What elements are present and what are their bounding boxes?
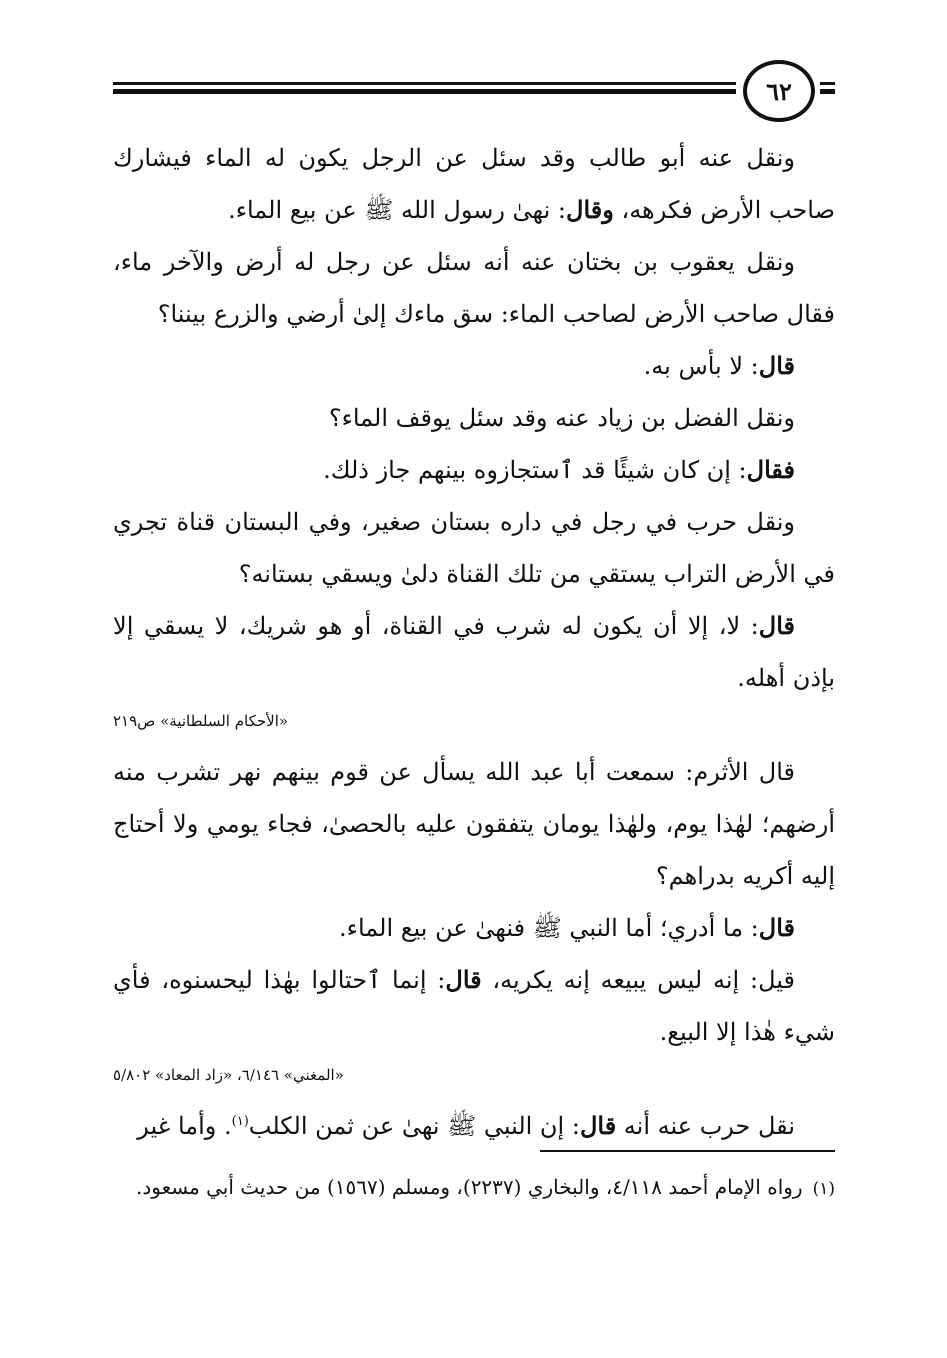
- paragraph: فقال: إن كان شيئًا قد ٱستجازوه بينهم جاز ذلك.: [323, 455, 795, 484]
- footnote-marker: (١): [812, 1179, 835, 1199]
- header-rule-thin: [113, 82, 835, 85]
- header-rule: [113, 80, 835, 98]
- footnote-text: رواه الإمام أحمد ٤/١١٨، والبخاري (٢٢٣٧)، ومسلم (١٥٦٧) من حديث أبي مسعود.: [135, 1175, 803, 1199]
- bold-term: قال: [758, 351, 795, 380]
- paragraph: قال: لا، إلا أن يكون له شرب في القناة، أو هو شريك، لا يسقي إلا بإذن أهله.: [113, 611, 835, 692]
- paragraph: قال الأثرم: سمعت أبا عبد الله يسأل عن قوم بينهم نهر تشرب منه أرضهم؛ لهٰذا يوم، ولهٰذا يومان يتفقون عليه بالحصىٰ، فجاء يومي ولا أحتاج إليه أكريه بدراهم؟: [113, 758, 835, 890]
- bold-term: قال: [758, 913, 795, 942]
- main-text: [113, 132, 835, 1152]
- page-number: ٦٢: [743, 60, 815, 122]
- paragraph: ونقل عنه أبو طالب وقد سئل عن الرجل يكون له الماء فيشارك صاحب الأرض فكرهه، وقال: نهىٰ رسول الله ﷺ عن بيع الماء.: [113, 144, 835, 224]
- footnote-item: [113, 1165, 835, 1211]
- bold-term: قال: [758, 611, 795, 640]
- paragraph: قال: لا بأس به.: [643, 351, 795, 380]
- footnotes: [113, 1165, 835, 1211]
- paragraph: ونقل الفضل بن زياد عنه وقد سئل يوقف الماء؟: [328, 404, 795, 432]
- footnote-reference[interactable]: (١): [231, 1114, 249, 1129]
- footnote-divider: [540, 1150, 835, 1152]
- paragraph: قال: ما أدري؛ أما النبي ﷺ فنهىٰ عن بيع الماء.: [339, 913, 795, 942]
- paragraph: ونقل حرب في رجل في داره بستان صغير، وفي البستان قناة تجري في الأرض التراب يستقي من تلك القناة دلىٰ ويسقي بستانه؟: [113, 508, 835, 588]
- bold-term: وقال: [566, 195, 614, 224]
- paragraph: ونقل يعقوب بن بختان عنه أنه سئل عن رجل له أرض والآخر ماء، فقال صاحب الأرض لصاحب الماء: سق ماءك إلىٰ أرضي والزرع بيننا؟: [113, 248, 835, 328]
- bold-term: قال: [445, 965, 482, 994]
- header-rule-thick: [113, 89, 835, 94]
- bold-term: قال: [579, 1111, 617, 1140]
- page-number-badge: [736, 58, 820, 122]
- bold-term: فقال: [746, 455, 795, 484]
- source-citation: «المغني» ٦/١٤٦، «زاد المعاد» ٥/٨٠٢: [113, 1066, 344, 1084]
- paragraph: نقل حرب عنه أنه قال: إن النبي ﷺ نهىٰ عن ثمن الكلب$^{(١)}$. وأما غير: [137, 1111, 795, 1140]
- source-citation: «الأحكام السلطانية» ص٢١٩: [113, 712, 289, 730]
- paragraph: قيل: إنه ليس يبيعه إنه يكريه، قال: إنما ٱحتالوا بهٰذا ليحسنوه، فأي شيء هٰذا إلا البيع.: [113, 965, 835, 1046]
